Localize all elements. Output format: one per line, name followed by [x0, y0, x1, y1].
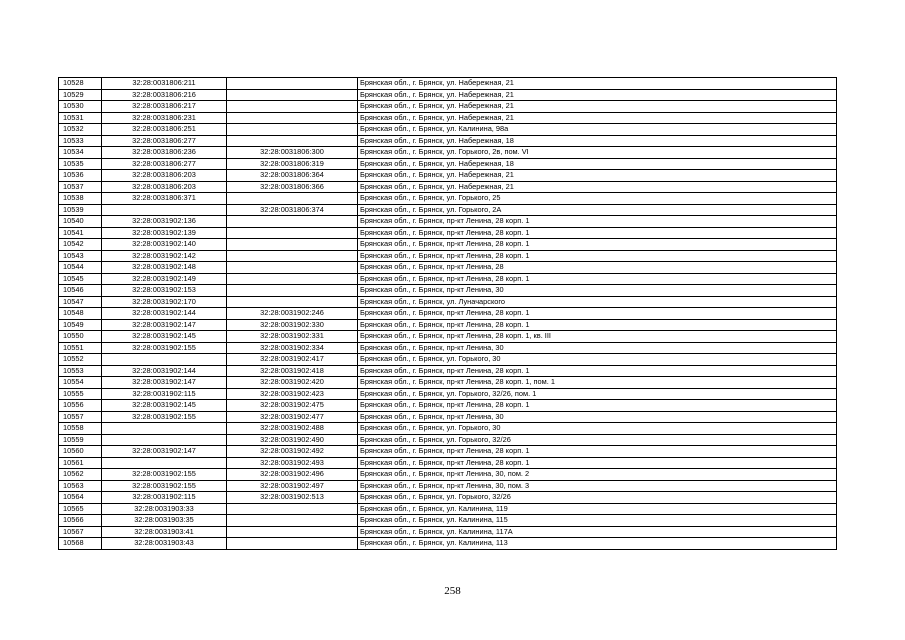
cadastral-number-cell [102, 457, 227, 469]
cadastral-number-cell: 32:28:0031902:136 [102, 216, 227, 228]
table-row [59, 262, 837, 274]
row-number-cell: 10538 [59, 193, 102, 205]
address-cell: Брянская обл., г. Брянск, пр-кт Ленина, 30 [358, 285, 837, 297]
row-number-cell: 10535 [59, 158, 102, 170]
cadastral-number-cell: 32:28:0031902:142 [102, 250, 227, 262]
table-row [59, 446, 837, 458]
address-cell: Брянская обл., г. Брянск, пр-кт Ленина, 28 корп. 1 [358, 365, 837, 377]
address-cell: Брянская обл., г. Брянск, пр-кт Ленина, 28 корп. 1, кв. III [358, 331, 837, 343]
cadastral-number-cell: 32:28:0031902:155 [102, 411, 227, 423]
address-cell: Брянская обл., г. Брянск, ул. Набережная, 21 [358, 101, 837, 113]
address-cell: Брянская обл., г. Брянск, пр-кт Ленина, 28 корп. 1 [358, 250, 837, 262]
object-number-cell: 32:28:0031902:475 [227, 400, 358, 412]
table-row [59, 124, 837, 136]
address-cell: Брянская обл., г. Брянск, пр-кт Ленина, 28 корп. 1, пом. 1 [358, 377, 837, 389]
table-row [59, 480, 837, 492]
cadastral-number-cell: 32:28:0031806:203 [102, 181, 227, 193]
object-number-cell: 32:28:0031902:497 [227, 480, 358, 492]
table-row [59, 469, 837, 481]
table-row [59, 170, 837, 182]
table-row [59, 296, 837, 308]
row-number-cell: 10567 [59, 526, 102, 538]
row-number-cell: 10530 [59, 101, 102, 113]
table-row [59, 112, 837, 124]
cadastral-number-cell [102, 204, 227, 216]
address-cell: Брянская обл., г. Брянск, ул. Набережная, 21 [358, 181, 837, 193]
table-row [59, 388, 837, 400]
row-number-cell: 10556 [59, 400, 102, 412]
object-number-cell [227, 538, 358, 550]
row-number-cell: 10551 [59, 342, 102, 354]
address-cell: Брянская обл., г. Брянск, ул. Горького, 2в, пом. VI [358, 147, 837, 159]
address-cell: Брянская обл., г. Брянск, пр-кт Ленина, 28 корп. 1 [358, 216, 837, 228]
address-cell: Брянская обл., г. Брянск, пр-кт Ленина, 30 [358, 342, 837, 354]
address-cell: Брянская обл., г. Брянск, пр-кт Ленина, 30 [358, 411, 837, 423]
table-row [59, 515, 837, 527]
address-cell: Брянская обл., г. Брянск, пр-кт Ленина, 28 [358, 262, 837, 274]
row-number-cell: 10559 [59, 434, 102, 446]
table-row [59, 434, 837, 446]
row-number-cell: 10544 [59, 262, 102, 274]
object-number-cell [227, 78, 358, 90]
page-number: 258 [444, 585, 461, 597]
cadastral-number-cell: 32:28:0031902:115 [102, 492, 227, 504]
row-number-cell: 10554 [59, 377, 102, 389]
cadastral-number-cell: 32:28:0031903:43 [102, 538, 227, 550]
table-row [59, 503, 837, 515]
object-number-cell: 32:28:0031806:364 [227, 170, 358, 182]
row-number-cell: 10547 [59, 296, 102, 308]
address-cell: Брянская обл., г. Брянск, ул. Калинина, 117А [358, 526, 837, 538]
table-body [59, 78, 837, 550]
object-number-cell: 32:28:0031902:423 [227, 388, 358, 400]
table-row [59, 457, 837, 469]
cadastral-number-cell: 32:28:0031806:277 [102, 135, 227, 147]
cadastral-number-cell: 32:28:0031806:217 [102, 101, 227, 113]
row-number-cell: 10552 [59, 354, 102, 366]
row-number-cell: 10545 [59, 273, 102, 285]
cadastral-number-cell: 32:28:0031902:155 [102, 480, 227, 492]
cadastral-number-cell: 32:28:0031806:277 [102, 158, 227, 170]
cadastral-number-cell: 32:28:0031902:147 [102, 319, 227, 331]
cadastral-number-cell: 32:28:0031806:216 [102, 89, 227, 101]
row-number-cell: 10531 [59, 112, 102, 124]
row-number-cell: 10558 [59, 423, 102, 435]
object-number-cell [227, 285, 358, 297]
object-number-cell [227, 135, 358, 147]
object-number-cell: 32:28:0031902:492 [227, 446, 358, 458]
table-row [59, 526, 837, 538]
object-number-cell: 32:28:0031806:300 [227, 147, 358, 159]
table-row [59, 227, 837, 239]
table-row [59, 204, 837, 216]
row-number-cell: 10561 [59, 457, 102, 469]
cadastral-number-cell: 32:28:0031902:145 [102, 331, 227, 343]
row-number-cell: 10560 [59, 446, 102, 458]
table-row [59, 135, 837, 147]
object-number-cell [227, 503, 358, 515]
cadastral-number-cell: 32:28:0031902:170 [102, 296, 227, 308]
table-row [59, 273, 837, 285]
cadastral-number-cell: 32:28:0031903:41 [102, 526, 227, 538]
object-number-cell [227, 296, 358, 308]
table-row [59, 354, 837, 366]
table-row [59, 377, 837, 389]
object-number-cell [227, 124, 358, 136]
cadastral-number-cell: 32:28:0031902:145 [102, 400, 227, 412]
object-number-cell [227, 262, 358, 274]
cadastral-number-cell [102, 423, 227, 435]
address-cell: Брянская обл., г. Брянск, ул. Горького, 25 [358, 193, 837, 205]
object-number-cell: 32:28:0031806:374 [227, 204, 358, 216]
address-cell: Брянская обл., г. Брянск, ул. Набережная, 21 [358, 78, 837, 90]
address-cell: Брянская обл., г. Брянск, пр-кт Ленина, 28 корп. 1 [358, 400, 837, 412]
row-number-cell: 10553 [59, 365, 102, 377]
cadastral-number-cell [102, 434, 227, 446]
cadastral-number-cell: 32:28:0031902:144 [102, 365, 227, 377]
row-number-cell: 10546 [59, 285, 102, 297]
table-row [59, 147, 837, 159]
address-cell: Брянская обл., г. Брянск, ул. Горького, 32/26 [358, 492, 837, 504]
cadastral-number-cell: 32:28:0031806:236 [102, 147, 227, 159]
object-number-cell [227, 250, 358, 262]
table-row [59, 158, 837, 170]
row-number-cell: 10539 [59, 204, 102, 216]
address-cell: Брянская обл., г. Брянск, ул. Луначарского [358, 296, 837, 308]
table-row [59, 250, 837, 262]
object-number-cell: 32:28:0031902:330 [227, 319, 358, 331]
address-cell: Брянская обл., г. Брянск, ул. Калинина, 119 [358, 503, 837, 515]
address-cell: Брянская обл., г. Брянск, пр-кт Ленина, 28 корп. 1 [358, 457, 837, 469]
row-number-cell: 10536 [59, 170, 102, 182]
object-number-cell: 32:28:0031806:366 [227, 181, 358, 193]
row-number-cell: 10566 [59, 515, 102, 527]
object-number-cell [227, 273, 358, 285]
row-number-cell: 10543 [59, 250, 102, 262]
address-cell: Брянская обл., г. Брянск, ул. Калинина, 98а [358, 124, 837, 136]
cadastral-number-cell: 32:28:0031902:148 [102, 262, 227, 274]
table-row [59, 285, 837, 297]
object-number-cell: 32:28:0031902:488 [227, 423, 358, 435]
row-number-cell: 10542 [59, 239, 102, 251]
row-number-cell: 10548 [59, 308, 102, 320]
cadastral-number-cell: 32:28:0031902:147 [102, 377, 227, 389]
cadastral-number-cell: 32:28:0031902:144 [102, 308, 227, 320]
row-number-cell: 10550 [59, 331, 102, 343]
cadastral-number-cell: 32:28:0031902:115 [102, 388, 227, 400]
object-number-cell: 32:28:0031902:420 [227, 377, 358, 389]
row-number-cell: 10565 [59, 503, 102, 515]
address-cell: Брянская обл., г. Брянск, ул. Горького, 2А [358, 204, 837, 216]
object-number-cell: 32:28:0031902:513 [227, 492, 358, 504]
row-number-cell: 10532 [59, 124, 102, 136]
row-number-cell: 10555 [59, 388, 102, 400]
object-number-cell: 32:28:0031902:493 [227, 457, 358, 469]
cadastral-number-cell: 32:28:0031902:155 [102, 342, 227, 354]
cadastral-number-cell: 32:28:0031902:140 [102, 239, 227, 251]
table-row [59, 492, 837, 504]
table-row [59, 101, 837, 113]
address-cell: Брянская обл., г. Брянск, ул. Набережная, 21 [358, 112, 837, 124]
table-row [59, 331, 837, 343]
address-cell: Брянская обл., г. Брянск, ул. Горького, 32/26, пом. 1 [358, 388, 837, 400]
table-row [59, 78, 837, 90]
table-row [59, 365, 837, 377]
cadastral-number-cell: 32:28:0031806:203 [102, 170, 227, 182]
address-cell: Брянская обл., г. Брянск, пр-кт Ленина, 28 корп. 1 [358, 319, 837, 331]
row-number-cell: 10549 [59, 319, 102, 331]
cadastral-number-cell [102, 354, 227, 366]
row-number-cell: 10533 [59, 135, 102, 147]
table-row [59, 538, 837, 550]
object-number-cell: 32:28:0031806:319 [227, 158, 358, 170]
object-number-cell: 32:28:0031902:331 [227, 331, 358, 343]
object-number-cell [227, 193, 358, 205]
cadastral-number-cell: 32:28:0031806:251 [102, 124, 227, 136]
object-number-cell [227, 239, 358, 251]
cadastral-number-cell: 32:28:0031902:139 [102, 227, 227, 239]
row-number-cell: 10541 [59, 227, 102, 239]
object-number-cell [227, 227, 358, 239]
object-number-cell: 32:28:0031902:334 [227, 342, 358, 354]
address-cell: Брянская обл., г. Брянск, пр-кт Ленина, 28 корп. 1 [358, 227, 837, 239]
row-number-cell: 10534 [59, 147, 102, 159]
object-number-cell: 32:28:0031902:246 [227, 308, 358, 320]
address-cell: Брянская обл., г. Брянск, пр-кт Ленина, 28 корп. 1 [358, 446, 837, 458]
address-cell: Брянская обл., г. Брянск, ул. Набережная, 21 [358, 89, 837, 101]
object-number-cell: 32:28:0031902:418 [227, 365, 358, 377]
address-cell: Брянская обл., г. Брянск, ул. Набережная, 18 [358, 135, 837, 147]
object-number-cell: 32:28:0031902:477 [227, 411, 358, 423]
object-number-cell [227, 101, 358, 113]
row-number-cell: 10564 [59, 492, 102, 504]
address-cell: Брянская обл., г. Брянск, пр-кт Ленина, 30, пом. 2 [358, 469, 837, 481]
row-number-cell: 10529 [59, 89, 102, 101]
cadastral-number-cell: 32:28:0031902:147 [102, 446, 227, 458]
address-cell: Брянская обл., г. Брянск, пр-кт Ленина, 28 корп. 1 [358, 273, 837, 285]
object-number-cell [227, 526, 358, 538]
table-row [59, 423, 837, 435]
row-number-cell: 10528 [59, 78, 102, 90]
cadastral-number-cell: 32:28:0031903:35 [102, 515, 227, 527]
cadastral-table [58, 77, 837, 550]
table-row [59, 400, 837, 412]
address-cell: Брянская обл., г. Брянск, пр-кт Ленина, 28 корп. 1 [358, 239, 837, 251]
cadastral-number-cell: 32:28:0031902:155 [102, 469, 227, 481]
table-row [59, 308, 837, 320]
table-row [59, 239, 837, 251]
cadastral-number-cell: 32:28:0031806:211 [102, 78, 227, 90]
object-number-cell: 32:28:0031902:417 [227, 354, 358, 366]
row-number-cell: 10562 [59, 469, 102, 481]
address-cell: Брянская обл., г. Брянск, ул. Горького, 30 [358, 354, 837, 366]
address-cell: Брянская обл., г. Брянск, ул. Калинина, 115 [358, 515, 837, 527]
object-number-cell [227, 89, 358, 101]
cadastral-number-cell: 32:28:0031902:153 [102, 285, 227, 297]
object-number-cell [227, 112, 358, 124]
object-number-cell: 32:28:0031902:496 [227, 469, 358, 481]
table-row [59, 411, 837, 423]
cadastral-number-cell: 32:28:0031902:149 [102, 273, 227, 285]
table-row [59, 193, 837, 205]
table-row [59, 342, 837, 354]
table-row [59, 89, 837, 101]
address-cell: Брянская обл., г. Брянск, ул. Набережная, 21 [358, 170, 837, 182]
table-row [59, 216, 837, 228]
cadastral-number-cell: 32:28:0031903:33 [102, 503, 227, 515]
object-number-cell [227, 216, 358, 228]
address-cell: Брянская обл., г. Брянск, ул. Набережная, 18 [358, 158, 837, 170]
address-cell: Брянская обл., г. Брянск, ул. Калинина, 113 [358, 538, 837, 550]
address-cell: Брянская обл., г. Брянск, ул. Горького, 30 [358, 423, 837, 435]
object-number-cell [227, 515, 358, 527]
row-number-cell: 10568 [59, 538, 102, 550]
cadastral-number-cell: 32:28:0031806:371 [102, 193, 227, 205]
row-number-cell: 10540 [59, 216, 102, 228]
table-row [59, 319, 837, 331]
row-number-cell: 10557 [59, 411, 102, 423]
object-number-cell: 32:28:0031902:490 [227, 434, 358, 446]
cadastral-number-cell: 32:28:0031806:231 [102, 112, 227, 124]
row-number-cell: 10537 [59, 181, 102, 193]
row-number-cell: 10563 [59, 480, 102, 492]
address-cell: Брянская обл., г. Брянск, пр-кт Ленина, 30, пом. 3 [358, 480, 837, 492]
address-cell: Брянская обл., г. Брянск, ул. Горького, 32/26 [358, 434, 837, 446]
address-cell: Брянская обл., г. Брянск, пр-кт Ленина, 28 корп. 1 [358, 308, 837, 320]
table-row [59, 181, 837, 193]
